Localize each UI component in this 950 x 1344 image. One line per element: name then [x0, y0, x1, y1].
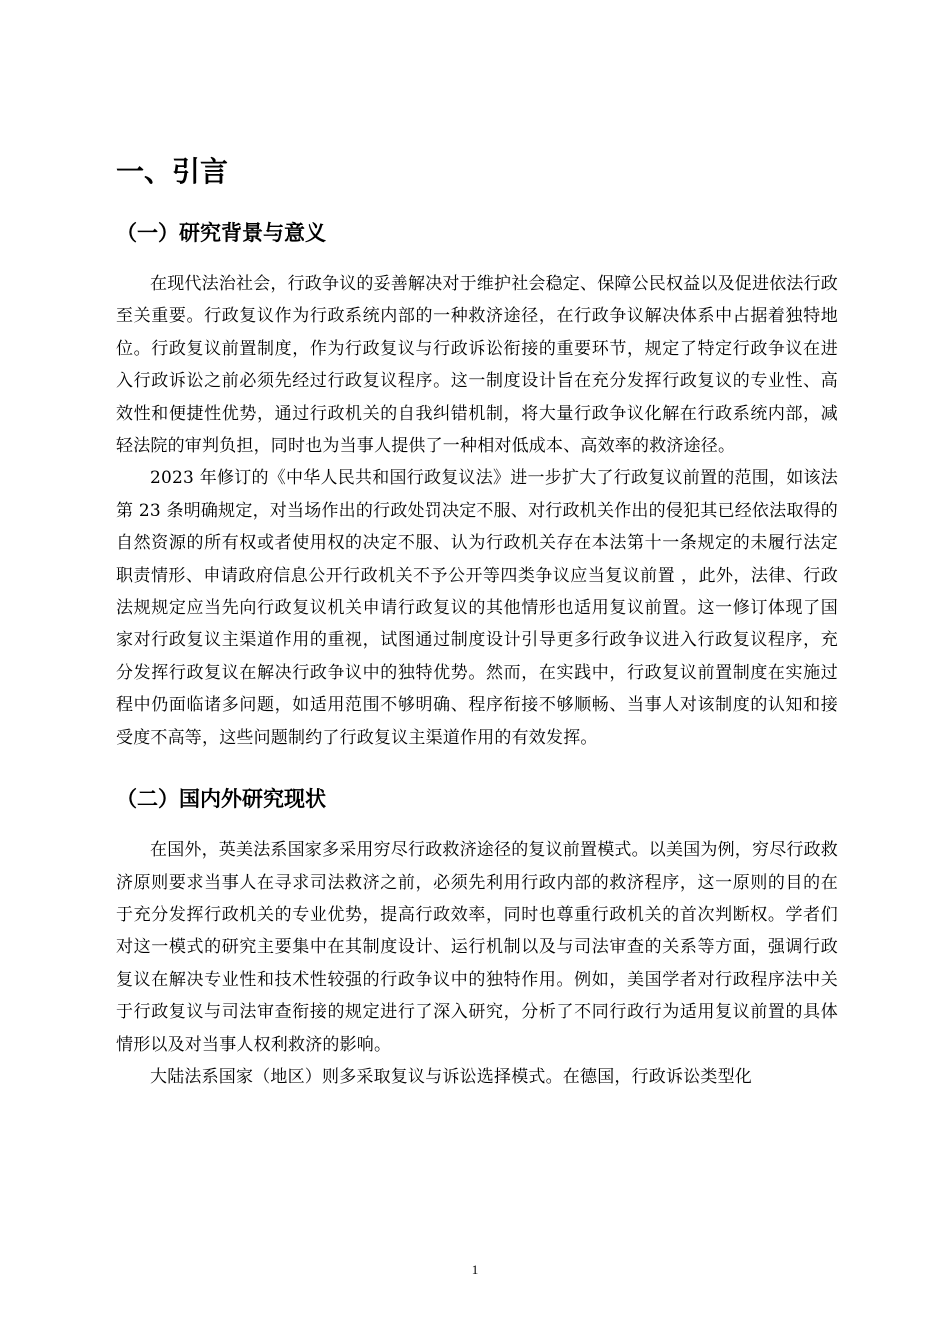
page-content [116, 150, 838, 1093]
section-heading-research-status: （二）国内外研究现状 [116, 787, 326, 812]
paragraph: 2023 年修订的《中华人民共和国行政复议法》进一步扩大了行政复议前置的范围，如该法第 23 条明确规定，对当场作出的行政处罚决定不服、对行政机关作出的侵犯其已经依法取得的自然资源的所有权或者使用权的决定不服、认为行政机关存在本法第十一条规定的未履行法定职责情形、申请政府信息公开行政机关不予公开等四类争议应当复议前置 ，此外，法律、行政法规规定应当先向行政复议机关申请行政复议的其他情形也适用复议前置。这一修订体现了国家对行政复议主渠道作用的重视，试图通过制度设计引导更多行政争议进入行政复议程序，充分发挥行政复议在解决行政争议中的独特优势。然而，在实践中，行政复议前置制度在实施过程中仍面临诸多问题，如适用范围不够明确、程序衔接不够顺畅、当事人对该制度的认知和接受度不高等，这些问题制约了行政复议主渠道作用的有效发挥。 [116, 468, 838, 748]
page-number: 1 [471, 1262, 479, 1277]
paragraph: 大陆法系国家（地区）则多采取复议与诉讼选择模式。在德国，行政诉讼类型化 [150, 1066, 752, 1087]
paragraph: 在国外，英美法系国家多采用穷尽行政救济途径的复议前置模式。以美国为例，穷尽行政救济原则要求当事人在寻求司法救济之前，必须先利用行政内部的救济程序，这一原则的目的在于充分发挥行政机关的专业优势，提高行政效率，同时也尊重行政机关的首次判断权。学者们对这一模式的研究主要集中在其制度设计、运行机制以及与司法审查的关系等方面，强调行政复议在解决专业性和技术性较强的行政争议中的独特作用。例如，美国学者对行政程序法中关于行政复议与司法审查衔接的规定进行了深入研究，分析了不同行政行为适用复议前置的具体情形以及对当事人权利救济的影响。 [116, 840, 838, 1055]
paragraph: 在现代法治社会，行政争议的妥善解决对于维护社会稳定、保障公民权益以及促进依法行政至关重要。行政复议作为行政系统内部的一种救济途径，在行政争议解决体系中占据着独特地位。行政复议前置制度，作为行政复议与行政诉讼衔接的重要环节，规定了特定行政争议在进入行政诉讼之前必须先经过行政复议程序。这一制度设计旨在充分发挥行政复议的专业性、高效性和便捷性优势，通过行政机关的自我纠错机制，将大量行政争议化解在行政系统内部，减轻法院的审判负担，同时也为当事人提供了一种相对低成本、高效率的救济途径。 [116, 274, 838, 457]
chapter-heading: 一、引言 [116, 155, 229, 188]
section-heading-background: （一）研究背景与意义 [116, 221, 326, 245]
